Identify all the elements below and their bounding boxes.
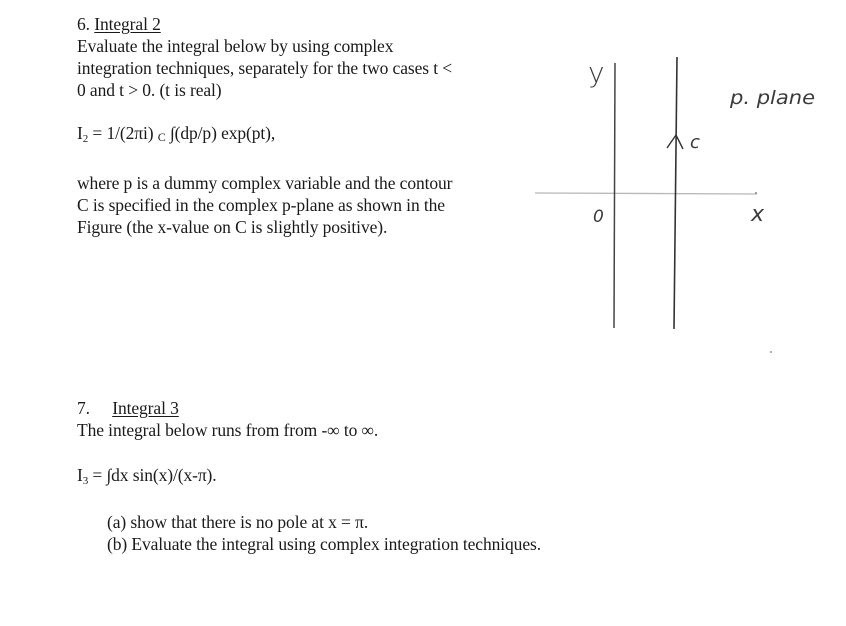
plane-label: p. plane bbox=[728, 87, 815, 109]
problem-7-part-b: (b) Evaluate the integral using complex integration techniques. bbox=[107, 534, 541, 554]
problem-7-number: 7. bbox=[77, 398, 90, 418]
y-axis bbox=[614, 63, 615, 328]
eq6-integrand: ∫(dp/p) exp(pt), bbox=[169, 123, 276, 143]
problem-6-heading bbox=[77, 14, 161, 34]
problem-6-desc-1: where p is a dummy complex variable and the contour bbox=[77, 173, 453, 193]
x-axis bbox=[535, 193, 757, 194]
eq7-lhs-sub: 3 bbox=[82, 475, 89, 487]
eq6-contour-sub: C bbox=[157, 130, 166, 144]
problem-7-equation bbox=[77, 465, 217, 491]
eq6-lhs: I bbox=[77, 123, 83, 143]
problem-7-heading bbox=[77, 398, 179, 418]
problem-6-desc-2: C is specified in the complex p-plane as shown in the bbox=[77, 195, 445, 215]
problem-6-number: 6. bbox=[77, 14, 90, 34]
problem-6-desc-3: Figure (the x-value on C is slightly positive). bbox=[77, 217, 388, 237]
problem-6-title: Integral 2 bbox=[94, 14, 161, 34]
origin-label: 0 bbox=[593, 207, 604, 227]
eq6-prefactor: = 1/(2πi) bbox=[88, 123, 158, 143]
problem-6-line-1: Evaluate the integral below by using complex bbox=[77, 36, 394, 56]
contour-c-line bbox=[674, 57, 677, 329]
problem-6-line-2: integration techniques, separately for the two cases t < bbox=[77, 58, 453, 78]
problem-6-equation bbox=[77, 123, 275, 149]
eq6-lhs-sub: 2 bbox=[82, 133, 89, 145]
contour-arrow-icon bbox=[667, 135, 683, 149]
contour-label: c bbox=[690, 132, 700, 153]
x-axis-label: x bbox=[751, 202, 765, 227]
problem-6-line-3: 0 and t > 0. (t is real) bbox=[77, 80, 222, 100]
problem-7-title: Integral 3 bbox=[112, 398, 179, 418]
problem-7-part-a: (a) show that there is no pole at x = π. bbox=[107, 512, 369, 532]
problem-7-intro: The integral below runs from from -∞ to ∞. bbox=[77, 420, 379, 440]
eq7-rhs: = ∫dx sin(x)/(x-π). bbox=[88, 465, 217, 485]
y-axis-label: y bbox=[588, 56, 605, 89]
eq7-lhs: I bbox=[77, 465, 83, 485]
